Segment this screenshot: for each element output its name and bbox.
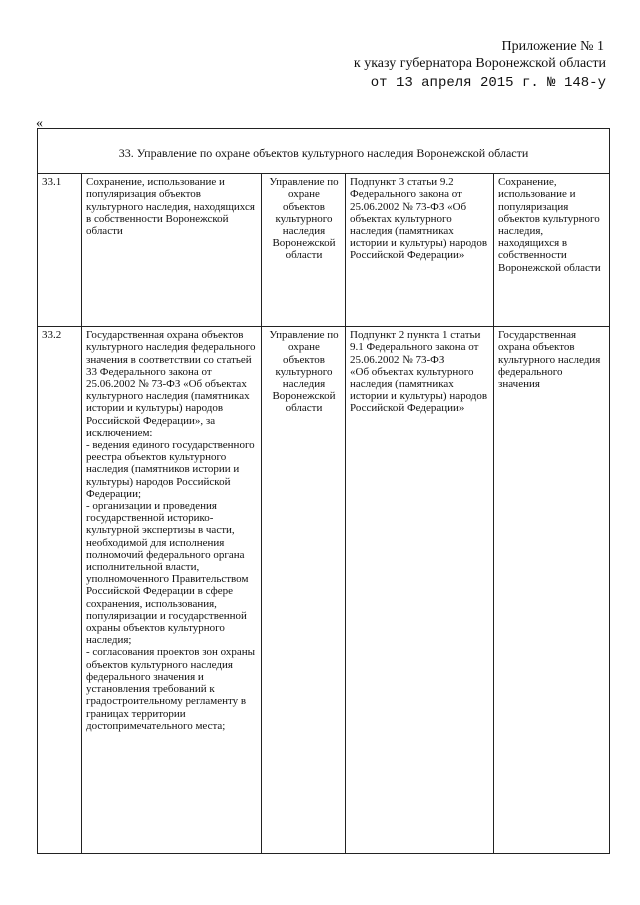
document-header xyxy=(246,38,606,92)
opening-quote: « xyxy=(36,116,43,131)
decree-date-number: от 13 апреля 2015 г. № 148-у xyxy=(370,75,606,91)
legal-basis: Подпункт 2 пункта 1 статьи 9.1 Федерального закона от 25.06.2002 № 73-ФЗ «Об объектах культурного наследия (памятниках истории и культуры) народов Российской Федерации» xyxy=(346,327,494,854)
authority-summary: Сохранение, использование и популяризация объектов культурного наследия, находящихся в собственности Воронежской области xyxy=(494,174,610,327)
decree-reference: к указу губернатора Воронежской области xyxy=(353,56,606,71)
section-title: 33. Управление по охране объектов культурного наследия Воронежской области xyxy=(38,129,610,174)
authority-summary: Государственная охрана объектов культурного наследия федерального значения xyxy=(494,327,610,854)
authority-description: Государственная охрана объектов культурного наследия федерального значения в соответствии со статьей 33 Федерального закона от 25.06.2002 № 73-ФЗ «Об объектах культурного наследия (памятниках истории и культуры) народов Российской Федерации», за исключением: - ведения единого государственного реестра объектов культурного наследия (памятников истории и культуры) народов Российской Федерации; - организации и проведения государственной историко-культурной экспертизы в части, необходимой для исполнения полномочий федерального органа исполнительной власти, уполномоченного Правительством Российской Федерации в сфере сохранения, использования, популяризации и государственной охраны объектов культурного наследия; - согласования проектов зон охраны объектов культурного наследия федерального значения и установления требований к градостроительному регламенту в границах территории достопримечательного места; xyxy=(82,327,262,854)
appendix-label: Приложение № 1 xyxy=(501,39,604,54)
responsible-body: Управление по охране объектов культурного наследия Воронежской области xyxy=(262,174,346,327)
table-row xyxy=(38,327,610,854)
section-title-row xyxy=(38,129,610,174)
legal-basis: Подпункт 3 статьи 9.2 Федерального закона от 25.06.2002 № 73-ФЗ «Об объектах культурного наследия (памятниках истории и культуры) народов Российской Федерации» xyxy=(346,174,494,327)
authorities-table xyxy=(37,128,610,854)
responsible-body: Управление по охране объектов культурного наследия Воронежской области xyxy=(262,327,346,854)
row-number: 33.1 xyxy=(38,174,82,327)
row-number: 33.2 xyxy=(38,327,82,854)
authority-description: Сохранение, использование и популяризация объектов культурного наследия, находящихся в собственности Воронежской области xyxy=(82,174,262,327)
table-row xyxy=(38,174,610,327)
